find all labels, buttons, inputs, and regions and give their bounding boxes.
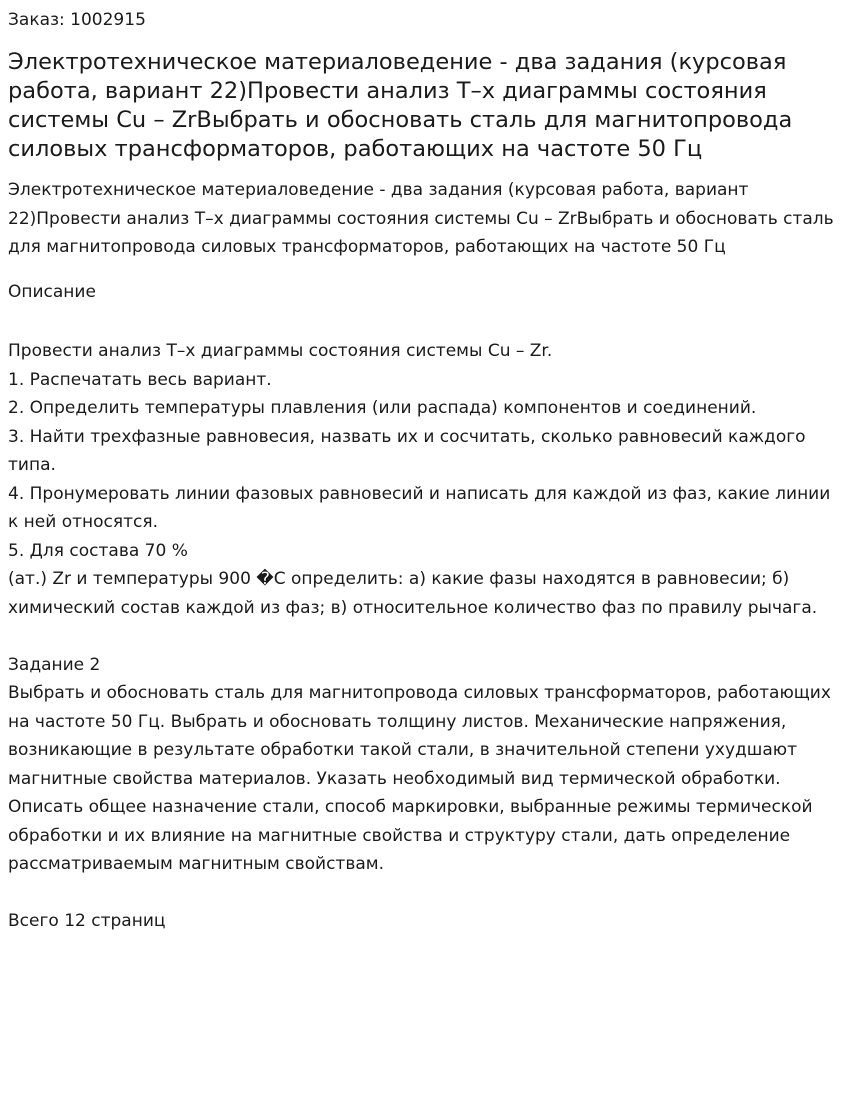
page-subtitle: Электротехническое материаловедение - два задания (курсовая работа, вариант 22)Провести анализ Т–x диаграммы состояния системы Cu – ZrВыбрать и обосновать сталь для магнитопровода силовых трансформаторов, работающих на частоте 50 Гц [8, 180, 834, 257]
order-number: Заказ: 1002915 [8, 10, 146, 30]
description-line: 5. Для состава 70 % [8, 540, 188, 561]
description-label: Описание [8, 281, 96, 302]
task-2-text: Выбрать и обосновать сталь для магнитопровода силовых трансформаторов, работающих на частоте 50 Гц. Выбрать и обосновать толщину листов. Механические напряжения, возникающие в результате обработки такой стали, в значительной степени ухудшают магнитные свойства материалов. Указать необходимый вид термической обработки. Описать общее назначение стали, способ маркировки, выбранные режимы термической обработки и их влияние на магнитные свойства и структуру стали, дать определение рассматриваемым магнитным свойствам. [8, 683, 831, 874]
page-count: Всего 12 страниц [8, 911, 166, 931]
description-line: 1. Распечатать весь вариант. [8, 369, 272, 390]
description-line: (ат.) Zr и температуры 900 �C определить: а) какие фазы находятся в равновесии; б) химический состав каждой из фаз; в) относительное количество фаз по правилу рычага. [8, 569, 818, 618]
description-blank-line [8, 622, 839, 651]
description-body [8, 337, 839, 936]
description-blank-line [8, 879, 839, 908]
description-line: 3. Найти трехфазные равновесия, назвать их и сосчитать, сколько равновесий каждого типа. [8, 426, 806, 475]
page-title: Электротехническое материаловедение - два задания (курсовая работа, вариант 22)Провести анализ Т–x диаграммы состояния системы Cu – ZrВыбрать и обосновать сталь для магнитопровода силовых трансформаторов, работающих на частоте 50 Гц [8, 49, 793, 162]
description-line: 2. Определить температуры плавления (или распада) компонентов и соединений. [8, 398, 757, 418]
description-line: Провести анализ Т–x диаграммы состояния системы Cu – Zr. [8, 341, 553, 361]
task-2-heading: Задание 2 [8, 654, 101, 675]
description-line: 4. Пронумеровать линии фазовых равновесий и написать для каждой из фаз, какие линии к ней относятся. [8, 483, 831, 532]
